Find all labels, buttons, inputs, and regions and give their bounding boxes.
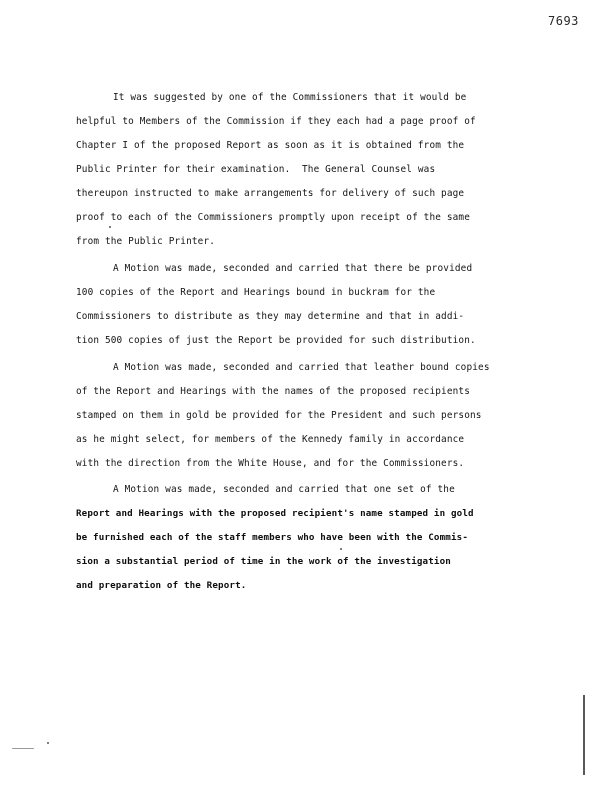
paragraph-1-line-5: thereupon instructed to make arrangements for delivery of such page [76, 188, 465, 199]
paragraph-1-line-1: It was suggested by one of the Commissioners that it would be [113, 92, 467, 103]
paragraph-2-line-3: Commissioners to distribute as they may determine and that in addi- [76, 311, 465, 322]
scan-edge-mark [583, 695, 585, 775]
scan-speck [12, 748, 34, 749]
page-number: 7693 [548, 14, 579, 28]
paragraph-3-line-2: of the Report and Hearings with the names of the proposed recipients [76, 386, 471, 397]
paragraph-4-line-5: and preparation of the Report. [76, 580, 247, 591]
paragraph-1-line-6: proof to each of the Commissioners promptly upon receipt of the same [76, 212, 471, 223]
paragraph-2-line-1: A Motion was made, seconded and carried that there be provided [113, 263, 473, 274]
paragraph-2-line-4: tion 500 copies of just the Report be provided for such distribution. [76, 335, 476, 346]
paragraph-4-line-4: sion a substantial period of time in the work of the investigation [76, 556, 451, 567]
paragraph-3-line-5: with the direction from the White House, and for the Commissioners. [76, 458, 465, 469]
paragraph-4-line-1: A Motion was made, seconded and carried that one set of the [113, 484, 455, 495]
paragraph-3-line-4: as he might select, for members of the Kennedy family in accordance [76, 434, 465, 445]
paragraph-1-line-2: helpful to Members of the Commission if they each had a page proof of [76, 116, 476, 127]
scan-speck [47, 742, 49, 744]
paragraph-1-line-4: Public Printer for their examination. The General Counsel was [76, 164, 436, 175]
scan-speck [340, 548, 342, 550]
paragraph-3-line-1: A Motion was made, seconded and carried that leather bound copies [113, 362, 490, 373]
scan-speck [109, 226, 111, 228]
paragraph-2-line-2: 100 copies of the Report and Hearings bound in buckram for the [76, 287, 436, 298]
paragraph-1-line-3: Chapter I of the proposed Report as soon as it is obtained from the [76, 140, 465, 151]
paragraph-1-line-7: from the Public Printer. [76, 236, 216, 247]
paragraph-3-line-3: stamped on them in gold be provided for the President and such persons [76, 410, 482, 421]
paragraph-4-line-2: Report and Hearings with the proposed recipient's name stamped in gold [76, 508, 474, 519]
paragraph-4-line-3: be furnished each of the staff members who have been with the Commis- [76, 532, 469, 543]
